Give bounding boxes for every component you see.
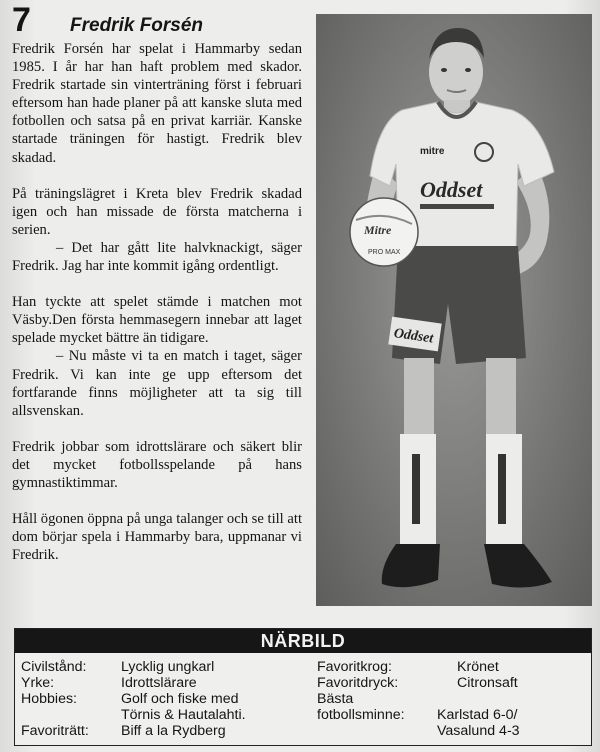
article-quote: – Det har gått lite halvknackigt, säger Fredrik. Jag har inte kommit igång ordentligt. bbox=[12, 239, 302, 275]
fact-row bbox=[21, 723, 321, 739]
article-paragraph: Fredrik Forsén har spelat i Hammarby sedan 1985. I år har han haft problem med skador. Fredrik startade sin vinterträning först i februari eftersom han hade planer på att kanske sluta med fotbollen och satsa på en privat karriär. Kanske startade träningen för hastigt. Fredrik blev skadad. bbox=[12, 41, 302, 166]
fact-label: Yrke: bbox=[21, 675, 55, 691]
fact-value: Citronsaft bbox=[457, 675, 518, 691]
article-paragraph: Han tyckte att spelet stämde i matchen mot Väsby.Den första hemmasegern innebar att laget spelade mycket bättre än tidigare. bbox=[12, 294, 302, 347]
player-header bbox=[12, 2, 203, 38]
narbild-title: NÄRBILD bbox=[15, 629, 591, 653]
fact-label: Favoritdryck: bbox=[317, 675, 399, 691]
shorts-sponsor: Oddset bbox=[392, 326, 435, 347]
fact-row bbox=[317, 691, 587, 739]
fact-label: Hobbies: bbox=[21, 691, 77, 707]
fact-value: Krönet bbox=[457, 659, 499, 675]
fact-row bbox=[21, 675, 321, 691]
ball-brand: Mitre bbox=[364, 223, 392, 237]
article-paragraph: På träningslägret i Kreta blev Fredrik skadad igen och han missade de första matcherna i serien. bbox=[12, 185, 302, 238]
narbild-left-column bbox=[21, 659, 321, 739]
fact-label: Favoriträtt: bbox=[21, 723, 89, 739]
fact-row bbox=[317, 659, 587, 675]
fact-row bbox=[317, 675, 587, 691]
player-name: Fredrik Forsén bbox=[70, 15, 204, 36]
article-quote: – Nu måste vi ta en match i taget, säger Fredrik. Vi kan inte ge upp eftersom det fortfarande finns möjligheter att ta sig till allsvenskan. bbox=[12, 348, 302, 419]
shirt-sponsor: Oddset bbox=[420, 177, 483, 202]
fact-label: Bästa fotbollsminne: bbox=[317, 691, 405, 723]
player-number: 7 bbox=[12, 1, 31, 39]
article-paragraph: Fredrik jobbar som idrottslärare och säkert blir det mycket fotbollsspelande på hans gymnastiktimmar. bbox=[12, 438, 302, 491]
narbild-box bbox=[14, 628, 592, 746]
article-body bbox=[12, 40, 302, 582]
shirt-brand: mitre bbox=[420, 146, 445, 157]
fact-row bbox=[21, 691, 321, 723]
fact-value: Golf och fiske med Törnis & Hautalahti. bbox=[121, 691, 246, 723]
narbild-right-column bbox=[317, 659, 587, 739]
fact-value: Idrottslärare bbox=[121, 675, 197, 691]
fact-row bbox=[21, 659, 321, 675]
fact-label: Favoritkrog: bbox=[317, 659, 392, 675]
fact-label: Civilstånd: bbox=[21, 659, 87, 675]
fact-value: Biff a la Rydberg bbox=[121, 723, 226, 739]
fact-value: Lycklig ungkarl bbox=[121, 659, 215, 675]
player-figure bbox=[316, 14, 592, 606]
fact-value: Karlstad 6-0/ Vasalund 4-3 bbox=[437, 707, 520, 739]
article-paragraph: Håll ögonen öppna på unga talanger och se till att dom börjar spela i Hammarby bara, uppmanar vi Fredrik. bbox=[12, 511, 302, 564]
player-photo bbox=[316, 14, 592, 606]
ball-model: PRO MAX bbox=[368, 249, 401, 256]
